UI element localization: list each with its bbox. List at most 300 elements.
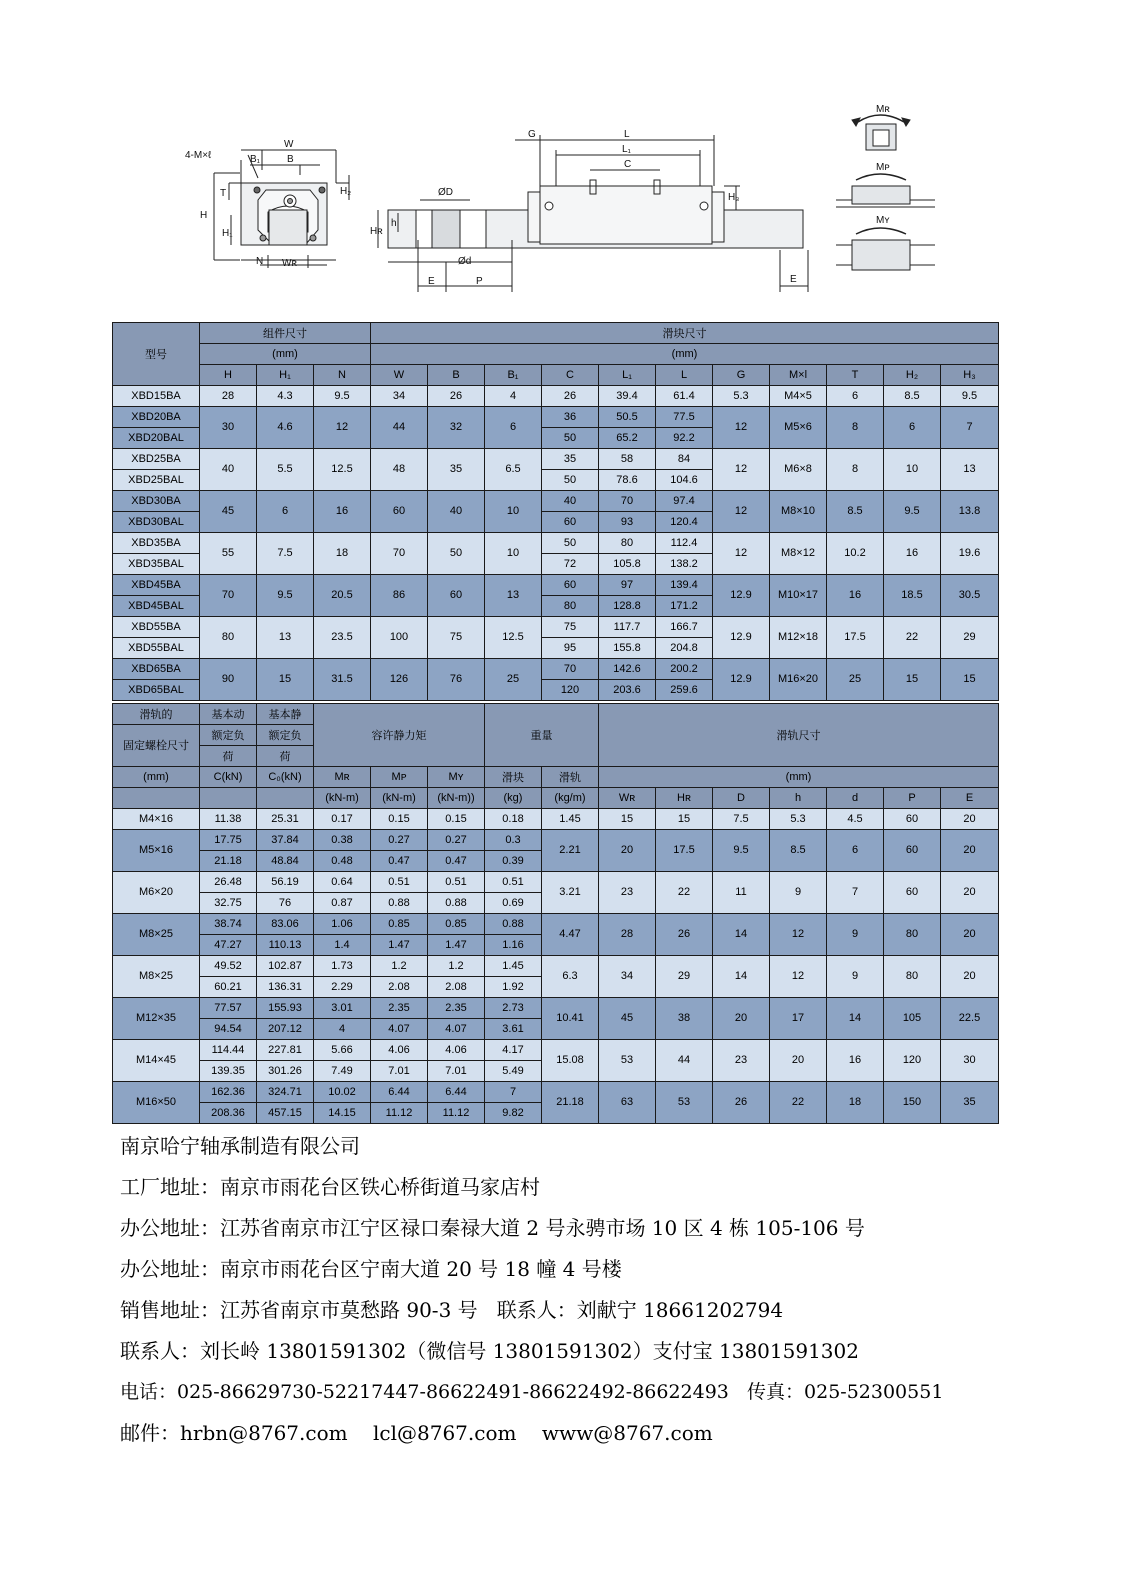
value-cell: 0.47 — [428, 851, 485, 872]
value-cell: M5×6 — [770, 407, 827, 449]
bolt-cell: M8×25 — [113, 914, 200, 956]
rail-dim-cell: 9 — [827, 914, 884, 956]
bolt-cell: M6×20 — [113, 872, 200, 914]
value-cell: 8.5 — [884, 386, 941, 407]
value-cell: 6 — [485, 407, 542, 449]
value-cell: 22 — [884, 617, 941, 659]
value-cell: 26.48 — [200, 872, 257, 893]
value-cell: 12 — [713, 449, 770, 491]
value-cell: 7.49 — [314, 1061, 371, 1082]
dyn-header-3: 荷 — [200, 746, 257, 767]
value-cell: 38.74 — [200, 914, 257, 935]
table-row — [113, 491, 999, 512]
value-cell: 93 — [599, 512, 656, 533]
value-cell: 70 — [599, 491, 656, 512]
rail-dim-cell: 4.5 — [827, 809, 884, 830]
value-cell: M8×10 — [770, 491, 827, 533]
dim-wr-label: Wʀ — [282, 258, 297, 269]
value-cell: 10.02 — [314, 1082, 371, 1103]
value-cell: 12 — [314, 407, 371, 449]
rail-dim-cell: 23 — [599, 872, 656, 914]
value-cell: 16 — [884, 533, 941, 575]
dim-h-small-label: h — [391, 218, 397, 229]
value-cell: 18 — [314, 533, 371, 575]
rail-weight-cell: 4.47 — [542, 914, 599, 956]
moment-my-label: Mʏ — [876, 215, 890, 226]
rail-dim-cell: 30 — [941, 1040, 999, 1082]
rail-dim-cell: 20 — [941, 914, 999, 956]
value-cell: 6.44 — [371, 1082, 428, 1103]
value-cell: 13.8 — [941, 491, 999, 533]
value-cell: 5.5 — [257, 449, 314, 491]
empty-cell — [200, 788, 257, 809]
value-cell: 0.88 — [371, 893, 428, 914]
rail-dim-cell: 44 — [656, 1040, 713, 1082]
rail-dim-cell: 23 — [713, 1040, 770, 1082]
value-cell: 203.6 — [599, 680, 656, 701]
dim-p-label: P — [476, 276, 483, 287]
value-cell: 76 — [428, 659, 485, 701]
value-cell: 4.06 — [371, 1040, 428, 1061]
value-cell: 4.3 — [257, 386, 314, 407]
value-cell: 16 — [827, 575, 884, 617]
rail-dim-cell: 120 — [884, 1040, 941, 1082]
value-cell: 12.9 — [713, 659, 770, 701]
bolt-cell: M8×25 — [113, 956, 200, 998]
value-cell: 15 — [257, 659, 314, 701]
col-header: H₃ — [941, 365, 999, 386]
value-cell: 70 — [200, 575, 257, 617]
value-cell: 2.35 — [428, 998, 485, 1019]
value-cell: 2.29 — [314, 977, 371, 998]
value-cell: 55 — [200, 533, 257, 575]
value-cell: 0.64 — [314, 872, 371, 893]
value-cell: 1.45 — [485, 956, 542, 977]
value-cell: 0.17 — [314, 809, 371, 830]
value-cell: 324.71 — [257, 1082, 314, 1103]
dim-od-small-label: Ød — [458, 256, 472, 267]
value-cell: 60 — [371, 491, 428, 533]
value-cell: 166.7 — [656, 617, 713, 638]
table-row — [113, 1040, 999, 1061]
value-cell: 6 — [827, 386, 884, 407]
value-cell: 60.21 — [200, 977, 257, 998]
table-row — [113, 617, 999, 638]
value-cell: 94.54 — [200, 1019, 257, 1040]
dim-m-label: 4-M×ℓ — [185, 150, 212, 161]
value-cell: 12.9 — [713, 617, 770, 659]
value-cell: 47.27 — [200, 935, 257, 956]
block-group-header: 滑块尺寸 — [371, 323, 999, 344]
value-cell: 14.15 — [314, 1103, 371, 1124]
block-unit: (mm) — [371, 344, 999, 365]
value-cell: 1.73 — [314, 956, 371, 977]
dim-l-label: L — [624, 129, 630, 140]
mp-unit: (kN-m) — [371, 788, 428, 809]
rail-dim-cell: 12 — [770, 956, 827, 998]
rail-dim-cell: 7.5 — [713, 809, 770, 830]
value-cell: 10 — [884, 449, 941, 491]
model-cell: XBD65BAL — [113, 680, 200, 701]
value-cell: 61.4 — [656, 386, 713, 407]
rail-weight-cell: 6.3 — [542, 956, 599, 998]
value-cell: 155.8 — [599, 638, 656, 659]
rail-col-header: h — [770, 788, 827, 809]
value-cell: 39.4 — [599, 386, 656, 407]
rail-dim-cell: 60 — [884, 809, 941, 830]
value-cell: 114.44 — [200, 1040, 257, 1061]
mr-header: Mʀ — [314, 767, 371, 788]
model-cell: XBD20BA — [113, 407, 200, 428]
side-view-drawing — [378, 135, 808, 292]
rail-dim-cell: 6 — [827, 830, 884, 872]
value-cell: 40 — [200, 449, 257, 491]
rail-dim-cell: 22 — [656, 872, 713, 914]
value-cell: 5.66 — [314, 1040, 371, 1061]
value-cell: 12.9 — [713, 575, 770, 617]
rail-dim-cell: 12 — [770, 914, 827, 956]
value-cell: 5.49 — [485, 1061, 542, 1082]
model-cell: XBD65BA — [113, 659, 200, 680]
empty-cell — [257, 788, 314, 809]
value-cell: 1.4 — [314, 935, 371, 956]
value-cell: 7.01 — [371, 1061, 428, 1082]
value-cell: 30 — [200, 407, 257, 449]
col-header: H₁ — [257, 365, 314, 386]
value-cell: 301.26 — [257, 1061, 314, 1082]
value-cell: 15 — [941, 659, 999, 701]
rail-dim-cell: 8.5 — [770, 830, 827, 872]
model-header: 型号 — [113, 323, 200, 386]
value-cell: 75 — [428, 617, 485, 659]
col-header: C — [542, 365, 599, 386]
rail-dim-cell: 20 — [941, 809, 999, 830]
rail-weight-cell: 10.41 — [542, 998, 599, 1040]
value-cell: 90 — [200, 659, 257, 701]
rail-col-header: D — [713, 788, 770, 809]
mr-unit: (kN-m) — [314, 788, 371, 809]
rail-dim-cell: 38 — [656, 998, 713, 1040]
bolt-cell: M12×35 — [113, 998, 200, 1040]
value-cell: 104.6 — [656, 470, 713, 491]
value-cell: 138.2 — [656, 554, 713, 575]
rail-col-header: Wʀ — [599, 788, 656, 809]
value-cell: 12.5 — [485, 617, 542, 659]
value-cell: 8 — [827, 449, 884, 491]
col-header: B₁ — [485, 365, 542, 386]
value-cell: 76 — [257, 893, 314, 914]
value-cell: 86 — [371, 575, 428, 617]
value-cell: 0.51 — [485, 872, 542, 893]
bolt-header-2: 固定螺栓尺寸 — [113, 725, 200, 767]
rail-dim-cell: 18 — [827, 1082, 884, 1124]
value-cell: 259.6 — [656, 680, 713, 701]
rail-dim-cell: 53 — [599, 1040, 656, 1082]
value-cell: 60 — [428, 575, 485, 617]
office-address-1: 办公地址：江苏省南京市江宁区禄口秦禄大道 2 号永骋市场 10 区 4 栋 105-106 号 — [120, 1216, 865, 1240]
value-cell: 0.51 — [371, 872, 428, 893]
value-cell: 112.4 — [656, 533, 713, 554]
value-cell: 6 — [884, 407, 941, 449]
rail-dim-cell: 15 — [656, 809, 713, 830]
value-cell: 457.15 — [257, 1103, 314, 1124]
value-cell: 12 — [713, 407, 770, 449]
rail-dim-cell: 22.5 — [941, 998, 999, 1040]
table-row — [113, 386, 999, 407]
value-cell: 28 — [200, 386, 257, 407]
mp-header: Mᴘ — [371, 767, 428, 788]
value-cell: 1.47 — [428, 935, 485, 956]
my-unit: (kN-m)) — [428, 788, 485, 809]
value-cell: 3.01 — [314, 998, 371, 1019]
model-cell: XBD30BA — [113, 491, 200, 512]
value-cell: 75 — [542, 617, 599, 638]
value-cell: 208.36 — [200, 1103, 257, 1124]
table-row — [113, 872, 999, 893]
rail-weight-cell: 1.45 — [542, 809, 599, 830]
value-cell: 8 — [827, 407, 884, 449]
value-cell: 4.07 — [371, 1019, 428, 1040]
value-cell: 20.5 — [314, 575, 371, 617]
rail-unit: (mm) — [599, 767, 999, 788]
value-cell: 50 — [428, 533, 485, 575]
moment-diagrams — [836, 115, 935, 270]
value-cell: 105.8 — [599, 554, 656, 575]
dim-h2-label: H₂ — [340, 186, 352, 197]
rail-dim-cell: 9.5 — [713, 830, 770, 872]
value-cell: 65.2 — [599, 428, 656, 449]
contact-person: 联系人：刘长岭 13801591302（微信号 13801591302）支付宝 13801591302 — [120, 1339, 859, 1363]
model-cell: XBD30BAL — [113, 512, 200, 533]
rail-dim-cell: 26 — [656, 914, 713, 956]
value-cell: 11.12 — [371, 1103, 428, 1124]
value-cell: M4×5 — [770, 386, 827, 407]
my-header: Mʏ — [428, 767, 485, 788]
value-cell: 10.2 — [827, 533, 884, 575]
value-cell: 50.5 — [599, 407, 656, 428]
rail-dim-cell: 9 — [827, 956, 884, 998]
dyn-header-1: 基本动 — [200, 704, 257, 725]
table-row — [113, 956, 999, 977]
weight-block-header: 滑块 — [485, 767, 542, 788]
value-cell: 0.85 — [428, 914, 485, 935]
rail-dim-cell: 150 — [884, 1082, 941, 1124]
value-cell: 44 — [371, 407, 428, 449]
value-cell: 1.2 — [371, 956, 428, 977]
bolt-cell: M14×45 — [113, 1040, 200, 1082]
load-rail-body — [113, 704, 999, 1124]
value-cell: 78.6 — [599, 470, 656, 491]
value-cell: 13 — [485, 575, 542, 617]
value-cell: 40 — [542, 491, 599, 512]
value-cell: 128.8 — [599, 596, 656, 617]
weight-rail-header: 滑轨 — [542, 767, 599, 788]
value-cell: 0.88 — [485, 914, 542, 935]
value-cell: 0.87 — [314, 893, 371, 914]
dim-n-label: N — [256, 256, 264, 267]
block-spec-table — [112, 322, 999, 701]
value-cell: 207.12 — [257, 1019, 314, 1040]
table-row — [113, 449, 999, 470]
rail-header: 滑轨尺寸 — [599, 704, 999, 767]
col-header: B — [428, 365, 485, 386]
value-cell: 48.84 — [257, 851, 314, 872]
value-cell: 12.5 — [314, 449, 371, 491]
value-cell: 23.5 — [314, 617, 371, 659]
value-cell: 50 — [542, 470, 599, 491]
value-cell: 15 — [884, 659, 941, 701]
value-cell: 35 — [428, 449, 485, 491]
dyn-header-2: 额定负 — [200, 725, 257, 746]
dim-b1-label: B₁ — [250, 154, 261, 165]
dim-g-label: G — [528, 129, 536, 140]
value-cell: 10 — [485, 491, 542, 533]
c-header: C(kN) — [200, 767, 257, 788]
value-cell: 7.5 — [257, 533, 314, 575]
dim-l1-label: L₁ — [622, 144, 631, 155]
rail-dim-cell: 45 — [599, 998, 656, 1040]
rail-weight-cell: 2.21 — [542, 830, 599, 872]
dim-w-label: W — [284, 139, 294, 150]
value-cell: 13 — [941, 449, 999, 491]
rail-dim-cell: 28 — [599, 914, 656, 956]
value-cell: 17.5 — [827, 617, 884, 659]
rail-dim-cell: 20 — [941, 956, 999, 998]
rail-dim-cell: 20 — [713, 998, 770, 1040]
value-cell: 0.15 — [428, 809, 485, 830]
value-cell: 58 — [599, 449, 656, 470]
value-cell: 40 — [428, 491, 485, 533]
table-row — [113, 809, 999, 830]
rail-dim-cell: 20 — [599, 830, 656, 872]
bolt-cell: M5×16 — [113, 830, 200, 872]
value-cell: 12 — [713, 533, 770, 575]
value-cell: 9.5 — [884, 491, 941, 533]
col-header: T — [827, 365, 884, 386]
rail-dim-cell: 11 — [713, 872, 770, 914]
value-cell: 0.27 — [371, 830, 428, 851]
block-spec-body — [113, 323, 999, 701]
rail-dim-cell: 5.3 — [770, 809, 827, 830]
value-cell: 25 — [827, 659, 884, 701]
rail-dim-cell: 14 — [827, 998, 884, 1040]
value-cell: 2.73 — [485, 998, 542, 1019]
col-header: L₁ — [599, 365, 656, 386]
value-cell: 139.35 — [200, 1061, 257, 1082]
moment-header: 容许静力矩 — [314, 704, 485, 767]
value-cell: 0.15 — [371, 809, 428, 830]
rail-weight-cell: 15.08 — [542, 1040, 599, 1082]
rail-col-header: P — [884, 788, 941, 809]
sales-address: 销售地址：江苏省南京市莫愁路 90-3 号 联系人：刘献宁 18661202794 — [120, 1298, 784, 1322]
value-cell: 4.6 — [257, 407, 314, 449]
value-cell: 83.06 — [257, 914, 314, 935]
rail-dim-cell: 15 — [599, 809, 656, 830]
value-cell: 4 — [485, 386, 542, 407]
rail-dim-cell: 17.5 — [656, 830, 713, 872]
table-row — [113, 407, 999, 428]
value-cell: 50 — [542, 533, 599, 554]
value-cell: 60 — [542, 575, 599, 596]
value-cell: 37.84 — [257, 830, 314, 851]
table-row — [113, 998, 999, 1019]
company-name: 南京哈宁轴承制造有限公司 — [120, 1134, 360, 1158]
value-cell: 2.08 — [428, 977, 485, 998]
rail-dim-cell: 80 — [884, 956, 941, 998]
value-cell: 155.93 — [257, 998, 314, 1019]
value-cell: 1.06 — [314, 914, 371, 935]
model-cell: XBD20BAL — [113, 428, 200, 449]
value-cell: 2.08 — [371, 977, 428, 998]
value-cell: 18.5 — [884, 575, 941, 617]
value-cell: 12 — [713, 491, 770, 533]
value-cell: 45 — [200, 491, 257, 533]
value-cell: 16 — [314, 491, 371, 533]
dim-e2-label: E — [790, 274, 797, 285]
value-cell: 0.38 — [314, 830, 371, 851]
model-cell: XBD55BA — [113, 617, 200, 638]
value-cell: 0.88 — [428, 893, 485, 914]
value-cell: 0.85 — [371, 914, 428, 935]
value-cell: 30.5 — [941, 575, 999, 617]
value-cell: 9.5 — [941, 386, 999, 407]
value-cell: 92.2 — [656, 428, 713, 449]
value-cell: 3.61 — [485, 1019, 542, 1040]
value-cell: 60 — [542, 512, 599, 533]
value-cell: 139.4 — [656, 575, 713, 596]
rail-weight-cell: 21.18 — [542, 1082, 599, 1124]
rail-dim-cell: 20 — [770, 1040, 827, 1082]
table-row — [113, 659, 999, 680]
value-cell: 6.44 — [428, 1082, 485, 1103]
col-header: M×l — [770, 365, 827, 386]
bolt-cell: M16×50 — [113, 1082, 200, 1124]
col-header: H₂ — [884, 365, 941, 386]
value-cell: 97 — [599, 575, 656, 596]
rail-dim-cell: 9 — [770, 872, 827, 914]
value-cell: 77.57 — [200, 998, 257, 1019]
value-cell: 97.4 — [656, 491, 713, 512]
value-cell: 110.13 — [257, 935, 314, 956]
value-cell: 7 — [941, 407, 999, 449]
value-cell: 4.07 — [428, 1019, 485, 1040]
value-cell: 1.2 — [428, 956, 485, 977]
moment-mp-label: Mᴘ — [876, 162, 890, 173]
value-cell: 120.4 — [656, 512, 713, 533]
value-cell: 21.18 — [200, 851, 257, 872]
value-cell: 80 — [599, 533, 656, 554]
value-cell: 200.2 — [656, 659, 713, 680]
value-cell: 19.6 — [941, 533, 999, 575]
value-cell: 29 — [941, 617, 999, 659]
value-cell: 56.19 — [257, 872, 314, 893]
model-cell: XBD35BAL — [113, 554, 200, 575]
rail-dim-cell: 29 — [656, 956, 713, 998]
rail-col-header: Hʀ — [656, 788, 713, 809]
table-row — [113, 1082, 999, 1103]
value-cell: 11.12 — [428, 1103, 485, 1124]
value-cell: 171.2 — [656, 596, 713, 617]
dim-c-label: C — [624, 159, 632, 170]
value-cell: 2.35 — [371, 998, 428, 1019]
rail-weight-unit: (kg/m) — [542, 788, 599, 809]
rail-dim-cell: 80 — [884, 914, 941, 956]
rail-dim-cell: 16 — [827, 1040, 884, 1082]
model-cell: XBD25BAL — [113, 470, 200, 491]
value-cell: 72 — [542, 554, 599, 575]
value-cell: 6.5 — [485, 449, 542, 491]
value-cell: M16×20 — [770, 659, 827, 701]
